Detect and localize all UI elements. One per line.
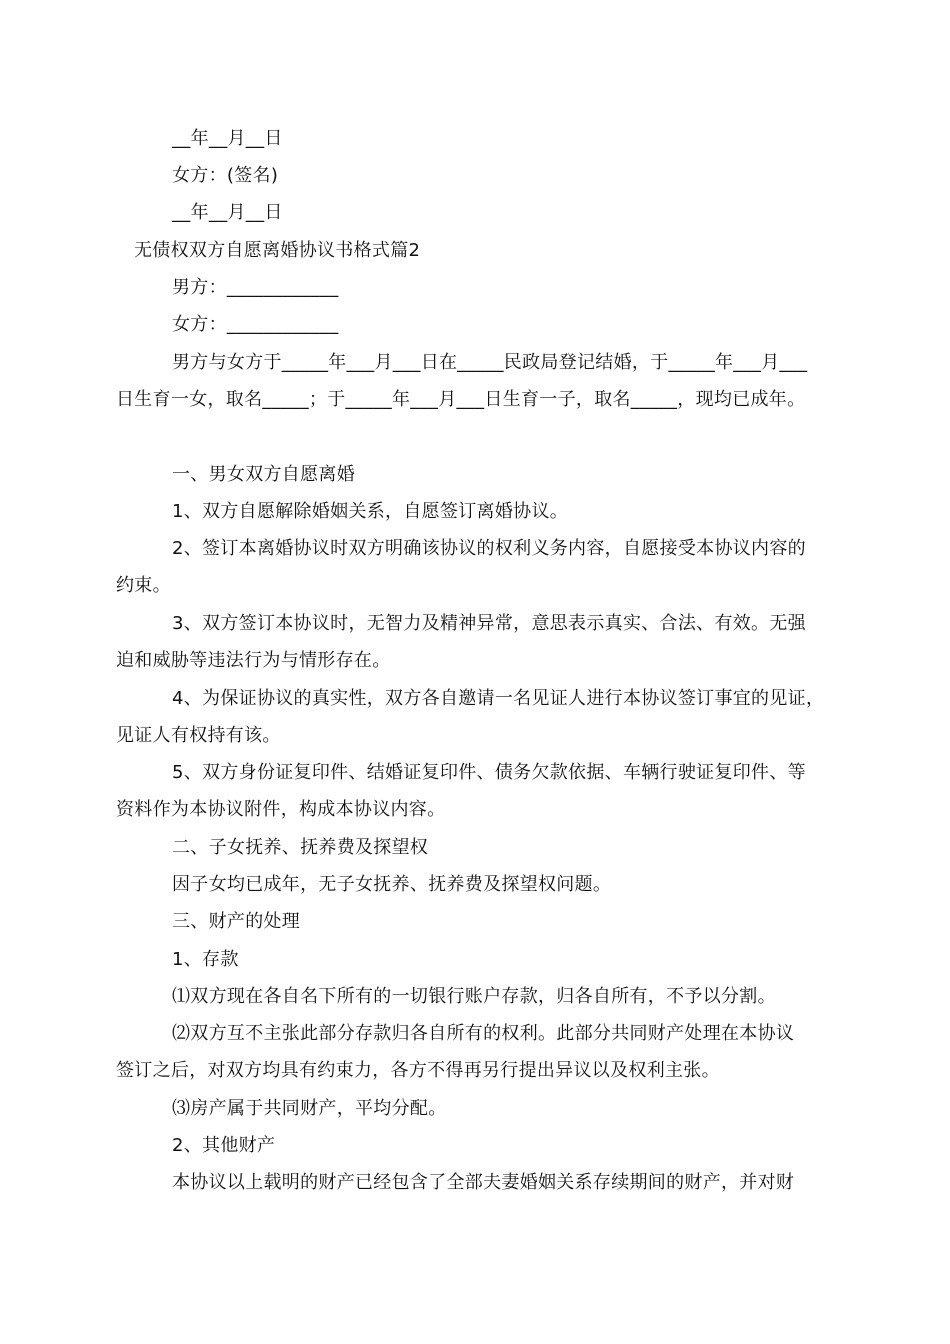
clause-line: 签订之后，对双方均具有约束力，各方不得再另行提出异议以及权利主张。 bbox=[116, 1060, 720, 1081]
clause-line: 5、双方身份证复印件、结婚证复印件、债务欠款依据、车辆行驶证复印件、等 bbox=[172, 762, 806, 783]
clause-line: 1、双方自愿解除婚姻关系，自愿签订离婚协议。 bbox=[172, 501, 569, 522]
clause-line: ⑶房产属于共同财产，平均分配。 bbox=[172, 1098, 447, 1119]
party-line: 男方：____________ bbox=[172, 277, 339, 298]
section-title: 无债权双方自愿离婚协议书格式篇2 bbox=[134, 240, 421, 261]
date-line: __年__月__日 bbox=[172, 128, 283, 149]
paragraph-line: 日生育一女，取名_____；于_____年___月___日生育一子，取名_____，现均已成年。 bbox=[116, 389, 806, 410]
clause-line: 见证人有权持有该。 bbox=[116, 725, 281, 746]
clause-line: ⑵双方互不主张此部分存款归各自所有的权利。此部分共同财产处理在本协议 bbox=[172, 1023, 795, 1044]
clause-line: 资料作为本协议附件，构成本协议内容。 bbox=[116, 799, 446, 820]
clause-line: ⑴双方现在各自名下所有的一切银行账户存款，归各自所有，不予以分割。 bbox=[172, 986, 776, 1007]
signature-line: 女方：(签名) bbox=[172, 165, 279, 186]
clause-line: 3、双方签订本协议时，无智力及精神异常，意思表示真实、合法、有效。无强 bbox=[172, 613, 806, 634]
clause-line: 约束。 bbox=[116, 575, 171, 596]
clause-heading: 三、财产的处理 bbox=[172, 911, 301, 932]
clause-heading: 二、子女抚养、抚养费及探望权 bbox=[172, 837, 429, 858]
clause-line: 迫和威胁等违法行为与情形存在。 bbox=[116, 650, 391, 671]
clause-subheading: 2、其他财产 bbox=[172, 1135, 276, 1156]
clause-line: 因子女均已成年，无子女抚养、抚养费及探望权问题。 bbox=[172, 874, 612, 895]
clause-line: 4、为保证协议的真实性，双方各自邀请一名见证人进行本协议签订事宜的见证， bbox=[172, 688, 825, 709]
party-line: 女方：____________ bbox=[172, 314, 339, 335]
paragraph-line: 男方与女方于_____年___月___日在_____民政局登记结婚，于_____年___月___ bbox=[172, 352, 808, 373]
date-line: __年__月__日 bbox=[172, 202, 283, 223]
clause-line: 本协议以上载明的财产已经包含了全部夫妻婚姻关系存续期间的财产，并对财 bbox=[172, 1172, 795, 1193]
clause-line: 2、签订本离婚协议时双方明确该协议的权利义务内容，自愿接受本协议内容的 bbox=[172, 538, 806, 559]
clause-heading: 一、男女双方自愿离婚 bbox=[172, 464, 355, 485]
clause-subheading: 1、存款 bbox=[172, 949, 239, 970]
